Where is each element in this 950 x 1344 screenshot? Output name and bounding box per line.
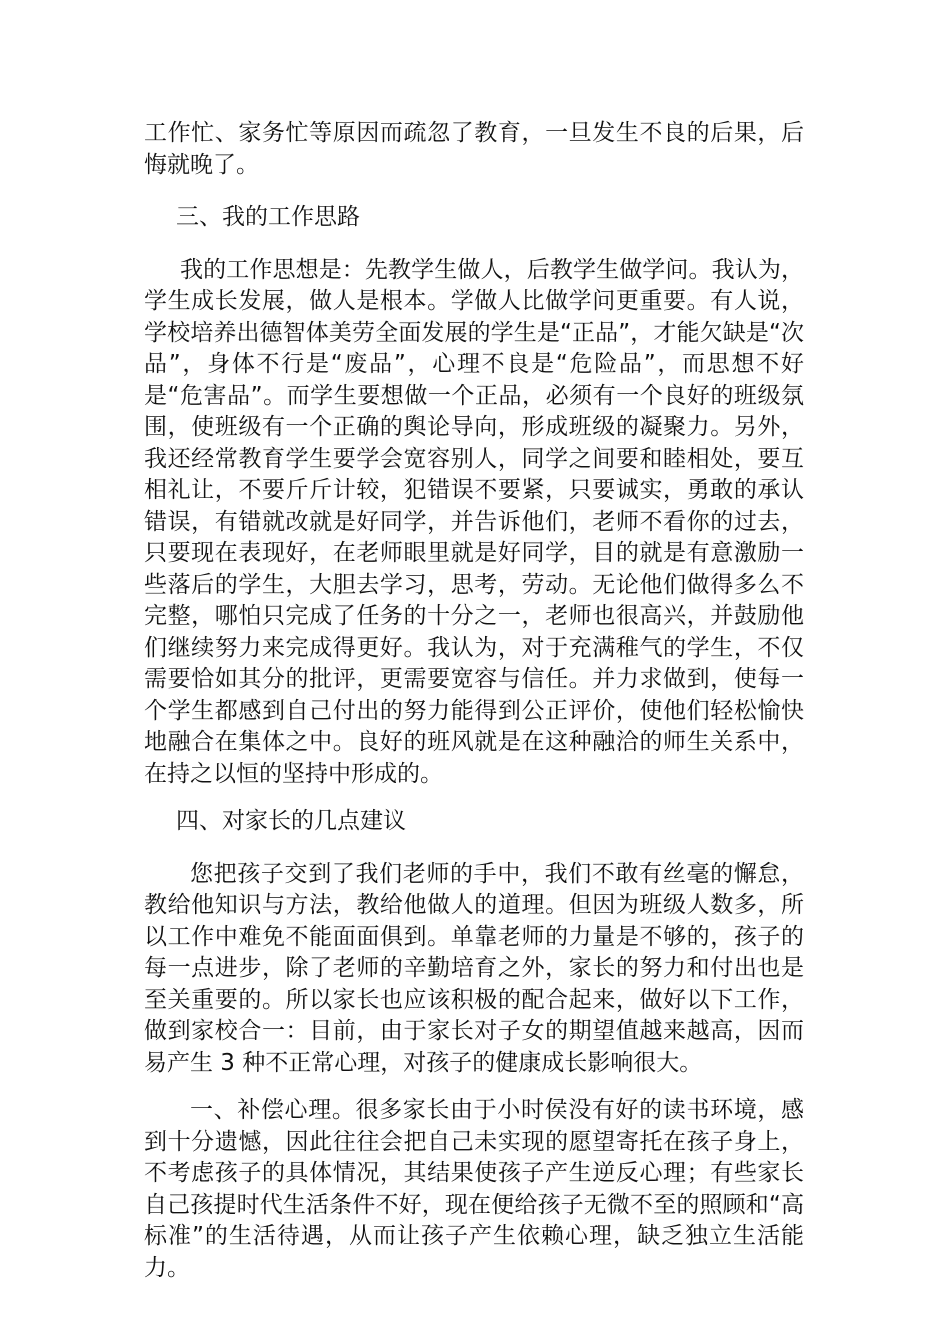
paragraph-compensation-psychology: 一、补偿心理。很多家长由于小时侯没有好的读书环境，感到十分遗憾，因此往往会把自己未实现的愿望寄托在孩子身上，不考虑孩子的具体情况，其结果使孩子产生逆反心理；有些家长自己孩提时代生活条件不好，现在便给孩子无微不至的照顾和“高标准”的生活待遇，从而让孩子产生依赖心理，缺乏独立生活能力。 bbox=[144, 1097, 804, 1281]
paragraph-work-thinking: 我的工作思想是：先教学生做人，后教学生做学问。我认为，学生成长发展，做人是根本。学做人比做学问更重要。有人说，学校培养出德智体美劳全面发展的学生是“正品”，才能欠缺是“次品”，身体不行是“废品”，心理不良是“危险品”，而思想不好是“危害品”。而学生要想做一个正品，必须有一个良好的班级氛围，使班级有一个正确的舆论导向，形成班级的凝聚力。另外，我还经常教育学生要学会宽容别人，同学之间要和睦相处，要互相礼让，不要斤斤计较，犯错误不要紧，只要诚实，勇敢的承认错误，有错就改就是好同学，并告诉他们，老师不看你的过去，只要现在表现好，在老师眼里就是好同学，目的就是有意激励一些落后的学生，大胆去学习，思考，劳动。无论他们做得多么不完整，哪怕只完成了任务的十分之一，老师也很高兴，并鼓励他们继续努力来完成得更好。我认为，对于充满稚气的学生，不仅需要恰如其分的批评，更需要宽容与信任。并力求做到，使每一个学生都感到自己付出的努力能得到公正评价，使他们轻松愉快地融合在集体之中。良好的班风就是在这种融洽的师生关系中，在持之以恒的坚持中形成的。 bbox=[144, 256, 804, 787]
paragraph-intro-tail: 工作忙、家务忙等原因而疏忽了教育，一旦发生不良的后果，后悔就晚了。 bbox=[144, 120, 804, 178]
section-heading-parent-advice: 四、对家长的几点建议 bbox=[176, 808, 406, 834]
document-page bbox=[144, 118, 804, 1300]
paragraph-parent-advice: 您把孩子交到了我们老师的手中，我们不敢有丝毫的懈怠，教给他知识与方法，教给他做人的道理。但因为班级人数多，所以工作中难免不能面面俱到。单靠老师的力量是不够的，孩子的每一点进步，除了老师的辛勤培育之外，家长的努力和付出也是至关重要的。所以家长也应该积极的配合起来，做好以下工作，做到家校合一：目前，由于家长对子女的期望值越来越高，因而易产生 3 种不正常心理，对孩子的健康成长影响很大。 bbox=[144, 860, 804, 1076]
section-heading-work-thinking: 三、我的工作思路 bbox=[176, 204, 360, 230]
